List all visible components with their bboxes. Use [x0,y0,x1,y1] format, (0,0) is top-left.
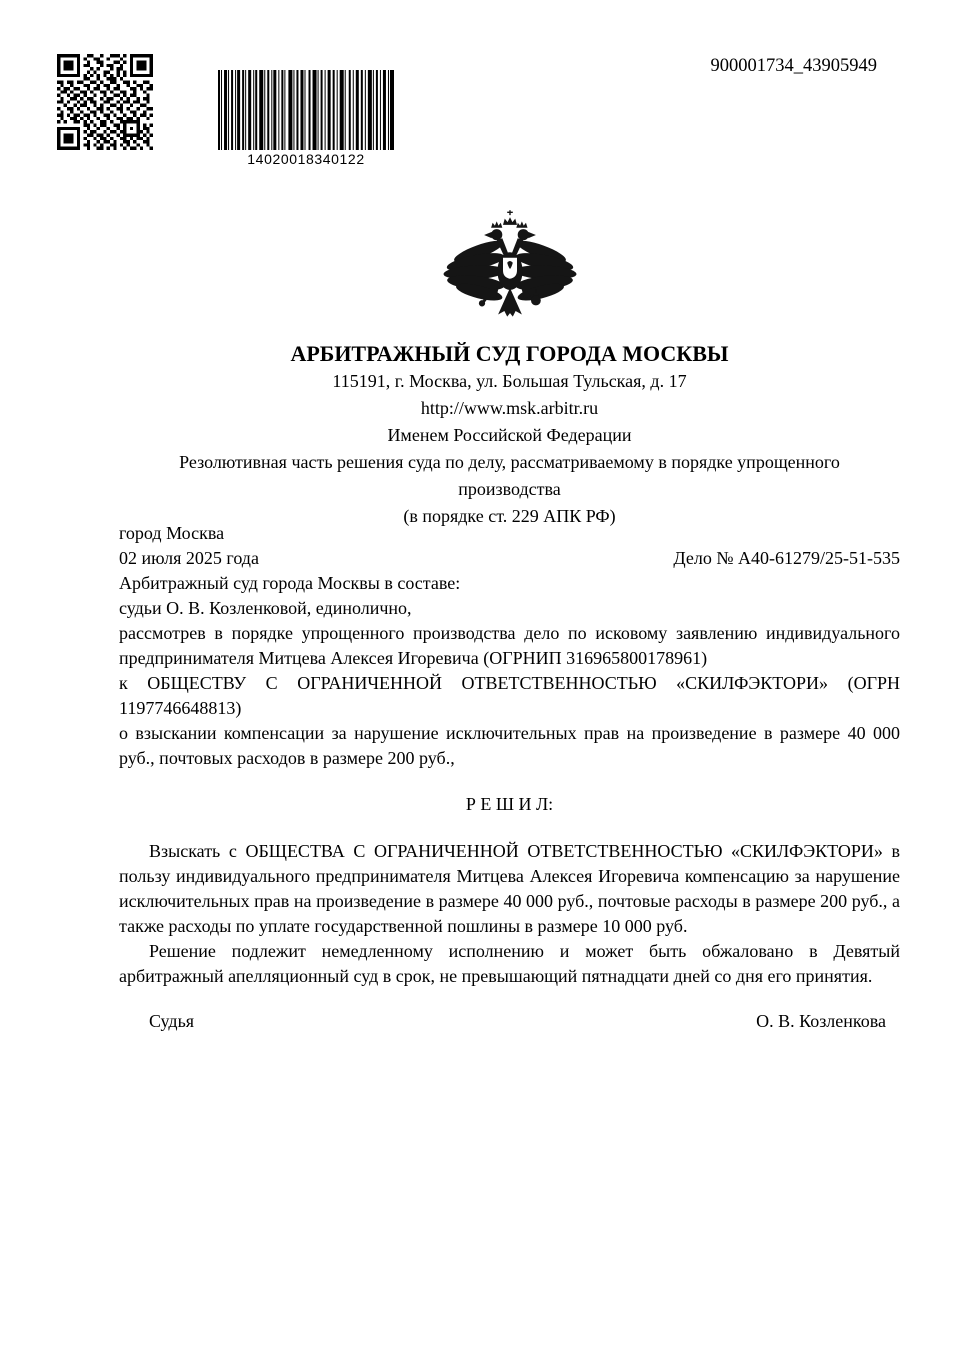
judge-title: Судья [149,1011,195,1031]
qr-code-icon [57,54,153,150]
document-subtitle: Резолютивная часть решения суда по делу, рассматриваемому в порядке упрощенного производства [179,452,840,499]
court-address: 115191, г. Москва, ул. Большая Тульская, д. 17 [332,371,687,391]
barcode-icon [218,70,394,150]
ruling-paragraph: Взыскать с ОБЩЕСТВА С ОГРАНИЧЕННОЙ ОТВЕТСТВЕННОСТЬЮ «СКИЛФЭКТОРИ» в пользу индивидуального предпринимателя Митцева Алексея Игоревича компенсацию за нарушение исключительных прав на произведение в размере 40 000 руб., почтовые расходы в размере 200 руб., а также расходы по уплате государственной пошлины в размере 10 000 руб. [119,841,900,936]
decision-date: 02 июля 2025 года [119,548,259,568]
case-number: Дело № А40-61279/25-51-535 [673,548,900,568]
city-line: город Москва [119,523,225,543]
signature-row [119,1009,900,1034]
ruling-heading: Р Е Ш И Л: [465,794,554,814]
judge-name: О. В. Козленкова [756,1011,886,1031]
document-id: 900001734_43905949 [710,56,877,76]
russia-coat-of-arms-icon [440,209,580,329]
in-name-of-line: Именем Российской Федерации [387,425,632,445]
judge-line: судьи О. В. Козленковой, единолично, [119,598,412,618]
date-case-row [119,546,900,571]
claimant-paragraph: рассмотрев в порядке упрощенного производства дело по исковому заявлению индивидуального предпринимателя Митцева Алексея Игоревича (ОГРНИП 316965800178961) [119,623,900,668]
court-header [119,339,900,530]
decision-body [119,521,900,1034]
barcode-number: 14020018340122 [247,151,365,167]
appeal-paragraph: Решение подлежит немедленному исполнению и может быть обжаловано в Девятый арбитражный апелляционный суд в срок, не превышающий пятнадцати дней со дня его принятия. [119,941,900,986]
defendant-paragraph: к ОБЩЕСТВУ С ОГРАНИЧЕННОЙ ОТВЕТСТВЕННОСТЬЮ «СКИЛФЭКТОРИ» (ОГРН 1197746648813) [119,673,900,718]
court-website: http://www.msk.arbitr.ru [420,398,599,418]
court-name: АРБИТРАЖНЫЙ СУД ГОРОДА МОСКВЫ [290,341,729,366]
procedure-reference: (в порядке ст. 229 АПК РФ) [403,506,616,526]
barcode [218,70,394,167]
claim-subject-paragraph: о взыскании компенсации за нарушение исключительных прав на произведение в размере 40 000 руб., почтовых расходов в размере 200 руб., [119,723,900,768]
court-composition-line: Арбитражный суд города Москвы в составе: [119,573,461,593]
